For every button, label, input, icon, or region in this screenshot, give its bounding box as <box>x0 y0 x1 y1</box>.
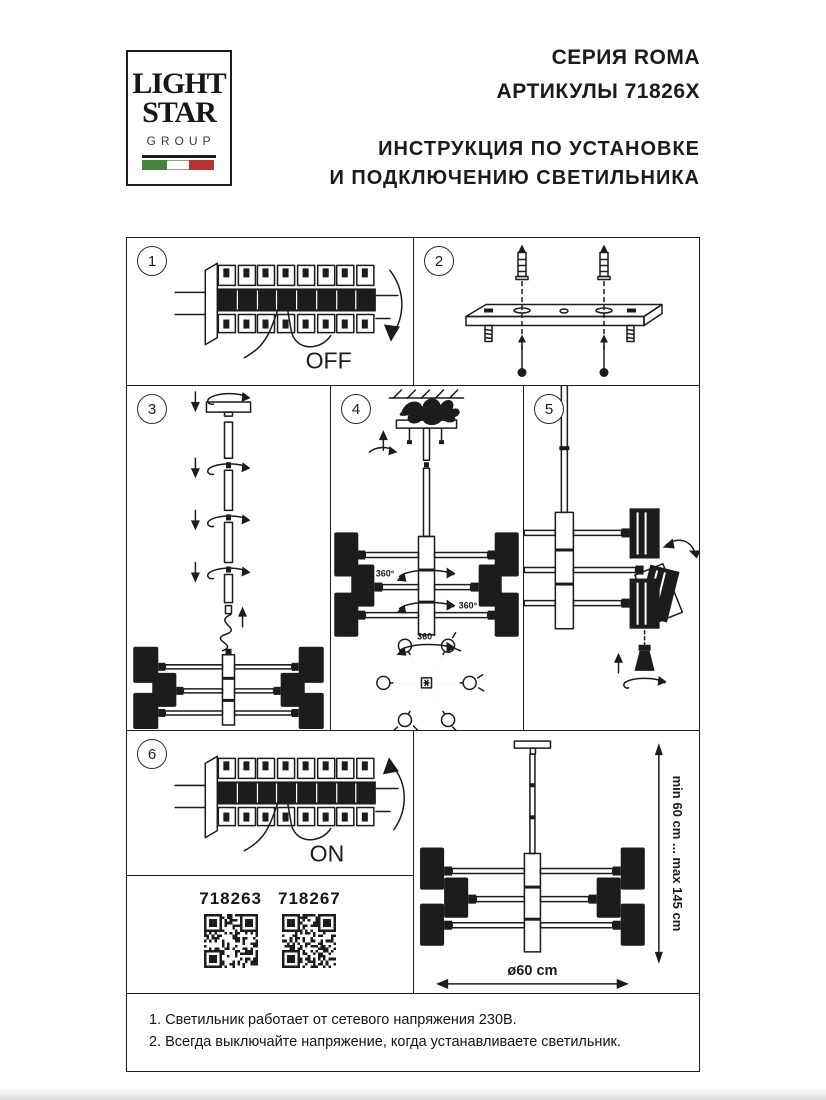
flag-white-segment <box>167 160 189 170</box>
step-1-panel <box>126 237 414 386</box>
notes-panel <box>126 993 700 1072</box>
step-2-badge: 2 <box>424 246 454 276</box>
height-dimension-label: min 60 cm ... max 145 cm <box>669 775 685 932</box>
on-label: ON <box>309 840 345 867</box>
breaker-off-diagram <box>127 238 413 385</box>
instruction-title-line2: И ПОДКЛЮЧЕНИЮ СВЕТИЛЬНИКА <box>329 167 700 189</box>
document-header <box>329 46 700 193</box>
step-5-panel <box>523 385 700 731</box>
rotation-label-3: 360° <box>417 631 436 642</box>
step-4-badge: 4 <box>341 394 371 424</box>
step-6-panel <box>126 730 414 876</box>
bracket-mounting-diagram <box>414 238 699 385</box>
instruction-title-line1: ИНСТРУКЦИЯ ПО УСТАНОВКЕ <box>378 138 700 160</box>
articles-panel <box>126 875 414 994</box>
rod-assembly-diagram <box>127 386 330 730</box>
diameter-dimension-label: ø60 cm <box>507 962 558 979</box>
flag-red-segment <box>189 160 214 170</box>
hanging-rotation-diagram <box>331 386 523 730</box>
breaker-on-diagram <box>127 731 413 875</box>
logo-group-text: GROUP <box>146 134 216 148</box>
dimensions-diagram <box>414 731 699 993</box>
logo-star-text: STAR <box>142 95 216 129</box>
italian-flag-icon <box>142 155 216 170</box>
rotation-label-2: 360° <box>458 600 478 611</box>
articles-title: АРТИКУЛЫ 71826X <box>496 80 700 103</box>
step-3-badge: 3 <box>137 394 167 424</box>
page-edge-shadow <box>0 1088 826 1100</box>
note-line-2: 2. Всегда выключайте напряжение, когда устанавливаете светильник. <box>149 1034 621 1051</box>
note-line-1: 1. Светильник работает от сетевого напряжения 230В. <box>149 1012 517 1028</box>
logo-light-text: LIGHT <box>132 67 226 100</box>
qr-code-right <box>282 914 336 968</box>
step-5-badge: 5 <box>534 394 564 424</box>
step-2-panel <box>413 237 700 386</box>
article-right-group <box>278 889 341 993</box>
lightstar-logo <box>126 50 232 186</box>
article-number-right: 718267 <box>278 889 341 908</box>
article-number-left: 718263 <box>199 889 262 908</box>
qr-code-left <box>204 914 258 968</box>
shade-bulb-diagram <box>524 386 699 730</box>
step-1-badge: 1 <box>137 246 167 276</box>
steps-grid <box>126 237 700 1072</box>
step-3-panel <box>126 385 331 731</box>
article-left-group <box>199 889 262 993</box>
flag-green-segment <box>142 160 167 170</box>
step-6-badge: 6 <box>137 739 167 769</box>
off-label: OFF <box>305 347 352 374</box>
series-title: СЕРИЯ ROMA <box>551 46 700 69</box>
dimensions-panel <box>413 730 700 994</box>
step-4-panel <box>330 385 524 731</box>
rotation-label-1: 360° <box>375 568 395 579</box>
